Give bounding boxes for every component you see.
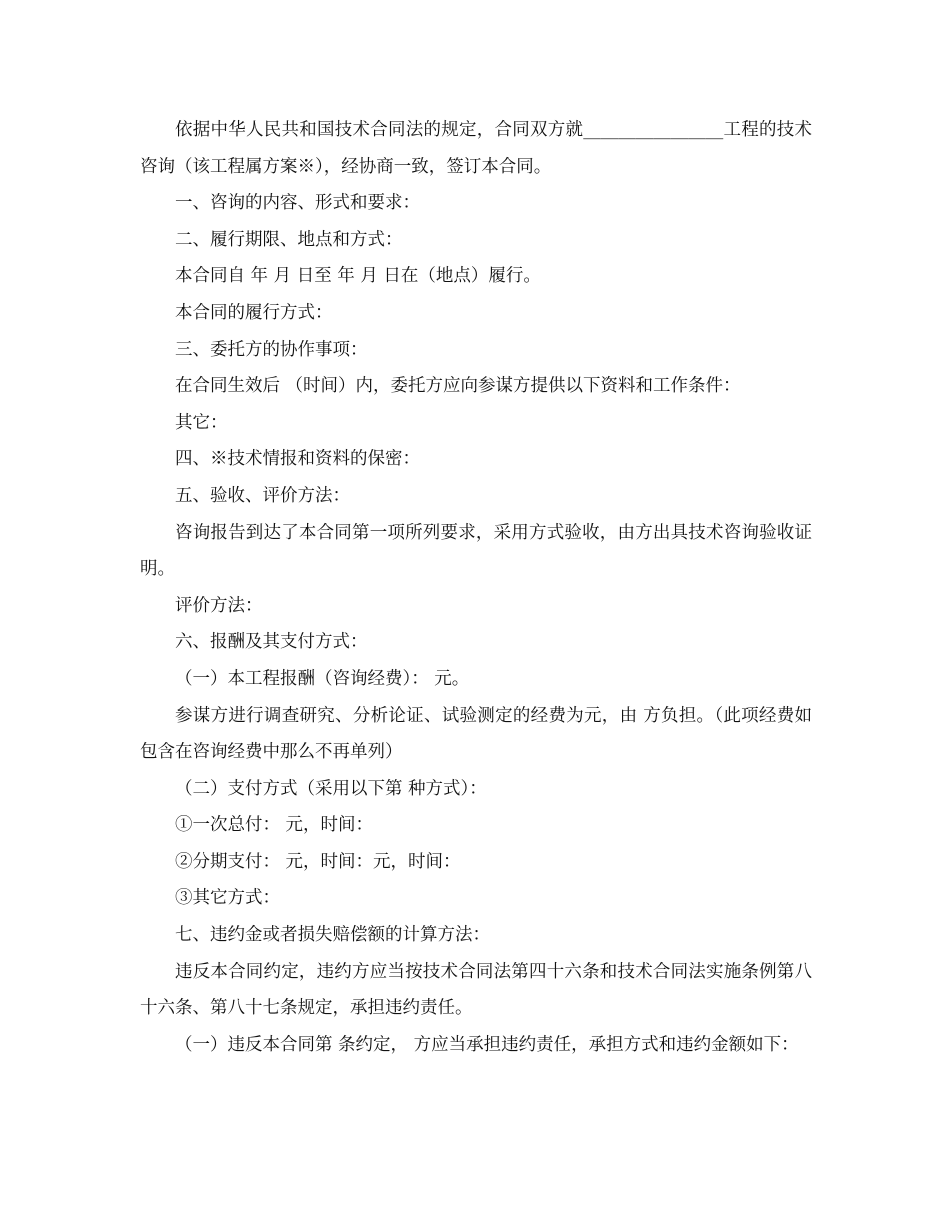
- installment-line: ②分期支付： 元，时间：元，时间：: [175, 851, 461, 872]
- client-materials-line: 在合同生效后 （时间）内，委托方应向参谋方提供以下资料和工作条件：: [175, 376, 741, 397]
- breach-paragraph: 违反本合同约定，违约方应当按技术合同法第四十六条和技术合同法实施条例第八十六条、第八十七条规定，承担违约责任。: [140, 961, 812, 1019]
- section-2-heading: 二、履行期限、地点和方式：: [175, 229, 403, 250]
- evaluation-method-line: 评价方法：: [175, 595, 263, 616]
- section-4-heading: 四、※技术情报和资料的保密：: [175, 449, 420, 470]
- intro-paragraph: 依据中华人民共和国技术合同法的规定，合同双方就________________工程的技术咨询（该工程属方案※），经协商一致，签订本合同。: [140, 120, 812, 177]
- breach-clause-1-paragraph: （一）违反本合同第 条约定， 方应当承担违约责任，承担方式和违约金额如下：: [175, 1034, 799, 1055]
- performance-method-line: 本合同的履行方式：: [175, 302, 333, 323]
- other-payment-line: ③其它方式：: [175, 888, 280, 909]
- section-5-heading: 五、验收、评价方法：: [175, 485, 350, 506]
- section-1-heading: 一、咨询的内容、形式和要求：: [175, 193, 420, 214]
- acceptance-paragraph: 咨询报告到达了本合同第一项所列要求，采用方式验收，由方出具技术咨询验收证明。: [140, 522, 812, 580]
- lump-sum-line: ①一次总付： 元，时间：: [175, 815, 374, 836]
- section-3-heading: 三、委托方的协作事项：: [175, 339, 368, 360]
- other-line: 其它：: [175, 412, 228, 433]
- section-6-heading: 六、报酬及其支付方式：: [175, 632, 368, 653]
- term-period-line: 本合同自 年 月 日至 年 月 日在（地点）履行。: [175, 266, 541, 287]
- research-expense-paragraph: 参谋方进行调查研究、分析论证、试验测定的经费为元，由 方负担。（此项经费如包含在咨询经费中那么不再单列）: [140, 705, 812, 763]
- section-7-heading: 七、违约金或者损失赔偿额的计算方法：: [175, 925, 490, 946]
- remuneration-line: （一）本工程报酬（咨询经费）： 元。: [175, 668, 470, 689]
- contract-body: [140, 112, 812, 1063]
- payment-method-line: （二）支付方式（采用以下第 种方式）：: [175, 778, 487, 799]
